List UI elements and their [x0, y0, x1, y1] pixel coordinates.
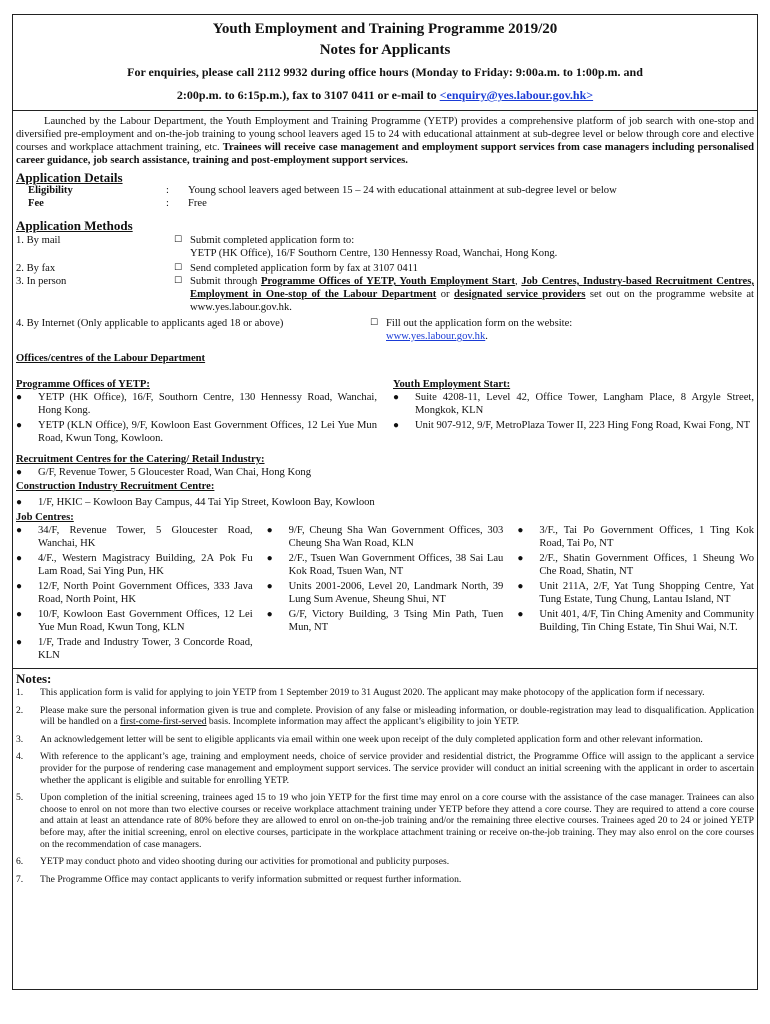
job-centre: Unit 401, 4/F, Tin Ching Amenity and Community Building, Tin Ching Estate, Tin Shui Wai, N.T. — [539, 609, 754, 633]
list-item — [517, 580, 754, 606]
list-item — [16, 524, 253, 550]
document-title: Youth Employment and Training Programme 2019/20 — [212, 21, 558, 37]
bullet-icon: ● — [517, 581, 524, 592]
yes-heading: Youth Employment Start: — [393, 379, 511, 390]
note-number: 2. — [16, 704, 24, 716]
note-text-underlined: first-come-first-served — [120, 716, 207, 728]
offices-heading: Offices/centres of the Labour Department — [16, 353, 206, 364]
method-mail — [16, 234, 754, 260]
list-item — [267, 552, 504, 578]
list-item — [517, 608, 754, 634]
list-item — [267, 580, 504, 606]
person-text-h: set out on the programme website at www.yes.labour.gov.hk. — [190, 289, 754, 313]
website-link[interactable]: www.yes.labour.gov.hk — [386, 331, 486, 342]
bullet-icon: ● — [517, 609, 524, 620]
bullet-icon: ● — [16, 420, 23, 431]
list-item — [16, 580, 253, 606]
bullet-icon: ● — [16, 609, 23, 620]
bullet-icon: ● — [16, 553, 23, 564]
youth-employment-start — [393, 378, 754, 445]
method-fax — [16, 262, 754, 275]
list-item — [393, 391, 754, 417]
method-person — [16, 275, 754, 314]
job-centres-col-1 — [16, 524, 253, 662]
construction-address: 1/F, HKIC – Kowloon Bay Campus, 44 Tai Yip Street, Kowloon Bay, Kowloon — [38, 497, 375, 508]
list-item — [517, 552, 754, 578]
checkbox-icon[interactable]: ☐ — [370, 318, 379, 328]
list-item — [16, 608, 253, 634]
yes-office-2: Unit 907-912, 9/F, MetroPlaza Tower II, 223 Hing Fong Road, Kwai Fong, NT — [415, 420, 751, 431]
job-centres-col-2 — [267, 524, 504, 662]
construction-heading: Construction Industry Recruitment Centre: — [16, 481, 215, 492]
note-text: The Programme Office may contact applicants to verify information submitted or request further information. — [40, 873, 462, 885]
list-item — [16, 419, 377, 445]
method-person-label: 3. In person — [16, 276, 67, 287]
enquiry-line-1: For enquiries, please call 2112 9932 during office hours (Monday to Friday: 9:00a.m. to 1:00p.m. and — [127, 65, 643, 79]
note-number: 5. — [16, 792, 24, 804]
note-item — [16, 734, 754, 746]
job-centre: 34/F, Revenue Tower, 5 Gloucester Road, Wanchai, HK — [38, 525, 253, 549]
enquiry-email-link[interactable]: <enquiry@yes.labour.gov.hk> — [439, 88, 594, 102]
bullet-icon: ● — [266, 553, 273, 564]
bullet-icon: ● — [16, 637, 23, 648]
list-item — [267, 608, 504, 634]
enquiry-text: 2:00p.m. to 6:15p.m.), fax to 3107 0411 or e-mail to — [176, 88, 440, 102]
method-internet-text — [386, 317, 754, 343]
note-text: Upon completion of the initial screening, trainees aged 15 to 19 who join YETP for the first time may enrol on a core course with the assistance of the case manager. Trainees can also choose to enrol on not more than two elective courses or receive workplace attachment training under YETP before they attend a core course. They are required to attend a core course and attain at least an attendance rate of 80% before they are allowed to enrol on on-the-job training and/or the remaining three elective courses. Trainees aged 20 to 24 or joined YETP before may, after the initial screening, enrol on elective courses, participate in the workplace attachment training or receive on-the-job training. They may also enrol on the core courses on the recommendation of case managers. — [40, 792, 754, 850]
job-centres-columns — [16, 524, 754, 662]
note-number: 6. — [16, 856, 24, 868]
job-centre: Unit 211A, 2/F, Yat Tung Shopping Centre, Yat Tung Estate, Tung Chung, Lantau Island, NT — [539, 581, 754, 605]
catering-heading: Recruitment Centres for the Catering/ Retail Industry: — [16, 454, 265, 465]
intro-paragraph — [16, 115, 754, 167]
note-text-b: basis. Incomplete information may affect the applicant’s eligibility to join YETP. — [206, 716, 520, 728]
eligibility-label: Eligibility — [28, 185, 73, 196]
job-centres-heading: Job Centres: — [16, 512, 74, 523]
note-text: YETP may conduct photo and video shooting during our activities for promotional and publicity purposes. — [40, 856, 450, 868]
fee-label: Fee — [28, 198, 44, 209]
method-person-text — [190, 275, 754, 314]
person-text-a: Submit through — [190, 276, 261, 287]
mail-instruction: Submit completed application form to: — [190, 235, 355, 246]
person-text-f: or — [436, 289, 454, 300]
fee-row — [16, 197, 754, 210]
application-methods-heading: Application Methods — [16, 218, 133, 233]
application-details-heading: Application Details — [16, 170, 123, 185]
note-number: 3. — [16, 733, 24, 745]
note-text: With reference to the applicant’s age, training and employment needs, choice of service provider and residential district, the Programme Office will assign to the applicant a service provider for the purpose of rendering case management and employment support services. The service provider will conduct an initial screening with the applicant in order to ascertain whether the applicant is eligible and suitable for enrolling YETP. — [40, 751, 754, 786]
checkbox-icon[interactable]: ☐ — [174, 276, 183, 286]
header — [13, 15, 757, 111]
yes-office-1: Suite 4208-11, Level 42, Office Tower, Langham Place, 8 Argyle Street, Mongkok, KLN — [415, 392, 754, 416]
note-item — [16, 792, 754, 850]
mail-address: YETP (HK Office), 16/F Southorn Centre, 130 Hennessy Road, Wanchai, Hong Kong. — [190, 248, 558, 259]
note-item — [16, 751, 754, 786]
list-item — [16, 466, 754, 479]
job-centre: G/F, Victory Building, 3 Tsing Min Path, Tuen Mun, NT — [288, 609, 504, 633]
programme-offices — [16, 378, 377, 445]
note-text-a: Please make sure the personal information given is true and complete. Provision of any false or misleading information, or double-registration may lead to disqualification. Application will be handled on a — [40, 704, 754, 728]
intro-bold-text: Trainees will receive case management and employment support services from case managers including personalised career guidance, job search assistance, training and post-employment support services. — [16, 142, 754, 166]
note-text — [40, 705, 754, 728]
bullet-icon: ● — [16, 392, 23, 403]
checkbox-icon[interactable]: ☐ — [174, 263, 183, 273]
method-mail-text — [190, 234, 754, 260]
person-text-c: , — [514, 276, 522, 287]
method-internet-label: 4. By Internet (Only applicable to applicants aged 18 or above) — [16, 318, 284, 329]
bullet-icon: ● — [517, 525, 524, 536]
bullet-icon: ● — [266, 525, 273, 536]
programme-office-2: YETP (KLN Office), 9/F, Kowloon East Government Offices, 12 Lei Yue Mun Road, Kwun Tong, Kowloon. — [38, 420, 377, 444]
offices-two-columns — [16, 378, 754, 445]
note-item — [16, 874, 754, 886]
person-text-d: Job Centres, — [521, 276, 583, 287]
note-item — [16, 705, 754, 728]
list-item — [267, 524, 504, 550]
list-item — [16, 552, 253, 578]
note-item — [16, 687, 754, 699]
eligibility-colon: : — [166, 185, 169, 196]
list-item — [16, 391, 377, 417]
bullet-icon: ● — [16, 497, 23, 508]
programme-office-1: YETP (HK Office), 16/F, Southorn Centre, 130 Hennessy Road, Wanchai, Hong Kong. — [38, 392, 377, 416]
note-number: 1. — [16, 687, 24, 698]
fee-value: Free — [188, 198, 207, 209]
note-number: 7. — [16, 873, 24, 885]
note-item — [16, 856, 754, 868]
list-item — [16, 496, 754, 509]
eligibility-row — [16, 184, 754, 197]
job-centre: 3/F., Tai Po Government Offices, 1 Ting Kok Road, Tai Po, NT — [539, 525, 754, 549]
bullet-icon: ● — [16, 525, 23, 536]
job-centre: 12/F, North Point Government Offices, 333 Java Road, North Point, HK — [38, 581, 253, 605]
fee-colon: : — [166, 198, 169, 209]
list-item — [517, 524, 754, 550]
job-centre: 2/F., Shatin Government Offices, 1 Sheung Wo Che Road, Shatin, NT — [539, 553, 754, 577]
method-internet — [16, 317, 754, 343]
document-subtitle: Notes for Applicants — [319, 42, 451, 58]
programme-offices-heading: Programme Offices of YETP: — [16, 379, 150, 390]
internet-instruction: Fill out the application form on the website: — [386, 318, 573, 329]
internet-end: . — [485, 331, 488, 342]
job-centre: 2/F., Tsuen Wan Government Offices, 38 Sai Lau Kok Road, Tsuen Wan, NT — [288, 553, 504, 577]
note-text: This application form is valid for applying to join YETP from 1 September 2019 to 31 August 2020. The applicant may make photocopy of the application form if necessary. — [40, 687, 705, 698]
bullet-icon: ● — [16, 467, 23, 478]
note-text: An acknowledgement letter will be sent to eligible applicants via email within one week upon receipt of the duly completed application form and other relevant information. — [40, 733, 703, 745]
person-text-e: Industry-based Recruitment Centres, Employment in One-stop of the Labour Department — [190, 276, 755, 300]
bullet-icon: ● — [393, 392, 400, 403]
notes-page — [12, 14, 758, 990]
note-number: 4. — [16, 751, 24, 763]
enquiry-line-2 — [19, 84, 751, 107]
eligibility-value: Young school leavers aged between 15 – 24 with educational attainment at sub-degree level or below — [188, 185, 617, 196]
bullet-icon: ● — [266, 581, 273, 592]
job-centre: 9/F, Cheung Sha Wan Government Offices, 303 Cheung Sha Wan Road, KLN — [288, 525, 504, 549]
list-item — [16, 636, 253, 662]
intro-text: Launched by the Labour Department, the Youth Employment and Training Programme (YETP) provides a comprehensive platform of job search with one-stop and diversified pre-employment and on-the-job training to young school leavers aged 15 to 24 with educational attainment at sub-degree level or below through core and elective courses and workplace attachment training, etc. — [16, 116, 754, 153]
notes-section — [13, 668, 757, 893]
job-centre: 10/F, Kowloon East Government Offices, 12 Lei Yue Mun Road, Kwun Tong, KLN — [38, 609, 253, 633]
job-centre: 1/F, Trade and Industry Tower, 3 Concorde Road, KLN — [38, 637, 253, 661]
notes-heading: Notes: — [16, 671, 52, 686]
checkbox-icon[interactable]: ☐ — [174, 235, 183, 245]
bullet-icon: ● — [16, 581, 23, 592]
bullet-icon: ● — [266, 609, 273, 620]
catering-address: G/F, Revenue Tower, 5 Gloucester Road, Wan Chai, Hong Kong — [38, 467, 312, 478]
method-fax-label: 2. By fax — [16, 263, 56, 274]
job-centres-col-3 — [517, 524, 754, 662]
bullet-icon: ● — [517, 553, 524, 564]
job-centre: Units 2001-2006, Level 20, Landmark North, 39 Lung Sum Avenue, Sheung Shui, NT — [288, 581, 504, 605]
list-item — [393, 419, 754, 432]
bullet-icon: ● — [393, 420, 400, 431]
person-text-b: Programme Offices of YETP, Youth Employment Start — [260, 276, 515, 287]
method-mail-label: 1. By mail — [16, 235, 61, 246]
method-fax-text: Send completed application form by fax at 3107 0411 — [190, 263, 418, 274]
job-centre: 4/F., Western Magistracy Building, 2A Pok Fu Lam Road, Sai Ying Pun, HK — [38, 553, 253, 577]
person-text-g: designated service providers — [453, 289, 586, 300]
